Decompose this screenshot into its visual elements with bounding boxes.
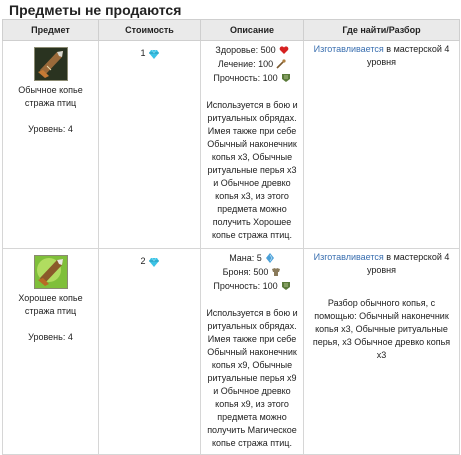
- heal-icon: [276, 59, 286, 69]
- stat-line: Лечение: 100: [205, 57, 299, 71]
- item-cell: [3, 41, 99, 249]
- item-description: Используется в бою и ритуальных обрядах. Имея также при себе Обычный наконечник копья х9, Обычные ритуальные перья х9 и Обычное древко копья х9, из этого предмета можно получить Магическое копье стража птиц.: [206, 308, 298, 448]
- where-text: в мастерской 4 уровня: [366, 44, 450, 67]
- table-row: [3, 249, 460, 455]
- table-row: [3, 41, 460, 249]
- description-cell: [201, 249, 304, 455]
- stat-line: Мана: 5: [205, 251, 299, 265]
- description-cell: [201, 41, 304, 249]
- cost-cell: [99, 41, 201, 249]
- where-cell: [304, 41, 460, 249]
- item-cell: [3, 249, 99, 455]
- table-header-row: [3, 20, 460, 41]
- item-name: Обычное копье стража птиц: [18, 85, 83, 108]
- cost-value: 2: [140, 256, 146, 266]
- breakdown-text: Разбор обычного копья, с помощью: Обычный наконечник копья х3, Обычные ритуальные перья, х3 Обычное древко копья х3: [312, 298, 451, 360]
- spear-icon[interactable]: [34, 255, 68, 289]
- mana-icon: [265, 253, 275, 263]
- item-level: Уровень: 4: [28, 332, 73, 342]
- cost-cell: [99, 249, 201, 455]
- durability-icon: [281, 281, 291, 291]
- column-header-where[interactable]: Где найти/Разбор: [304, 20, 460, 41]
- heart-icon: [279, 45, 289, 55]
- durability-icon: [281, 73, 291, 83]
- cost-value: 1: [140, 48, 146, 58]
- gem-icon: [149, 49, 159, 59]
- items-table: [2, 19, 460, 455]
- stat-line: Броня: 500: [205, 265, 299, 279]
- column-header-cost[interactable]: Стоимость: [99, 20, 201, 41]
- items-table-container: [2, 19, 459, 455]
- armor-icon: [271, 267, 281, 277]
- item-level: Уровень: 4: [28, 124, 73, 134]
- item-description: Используется в бою и ритуальных обрядах. Имея также при себе Обычный наконечник копья х3, Обычные ритуальные перья х3 и Обычное древко копья х3, из этого предмета можно получить Хорошее копье стража птиц.: [206, 100, 298, 240]
- gem-icon: [149, 257, 159, 267]
- stat-line: Здоровье: 500: [205, 43, 299, 57]
- where-cell: [304, 249, 460, 455]
- crafted-link[interactable]: Изготавливается: [313, 252, 384, 262]
- column-header-description[interactable]: Описание: [201, 20, 304, 41]
- page-title: Предметы не продаются: [9, 2, 182, 18]
- where-text: в мастерской 4 уровня: [366, 252, 450, 275]
- crafted-link[interactable]: Изготавливается: [313, 44, 384, 54]
- stat-line: Прочность: 100: [205, 279, 299, 293]
- spear-icon[interactable]: [34, 47, 68, 81]
- column-header-item[interactable]: Предмет: [3, 20, 99, 41]
- stat-line: Прочность: 100: [205, 71, 299, 85]
- item-name: Хорошее копье стража птиц: [18, 293, 83, 316]
